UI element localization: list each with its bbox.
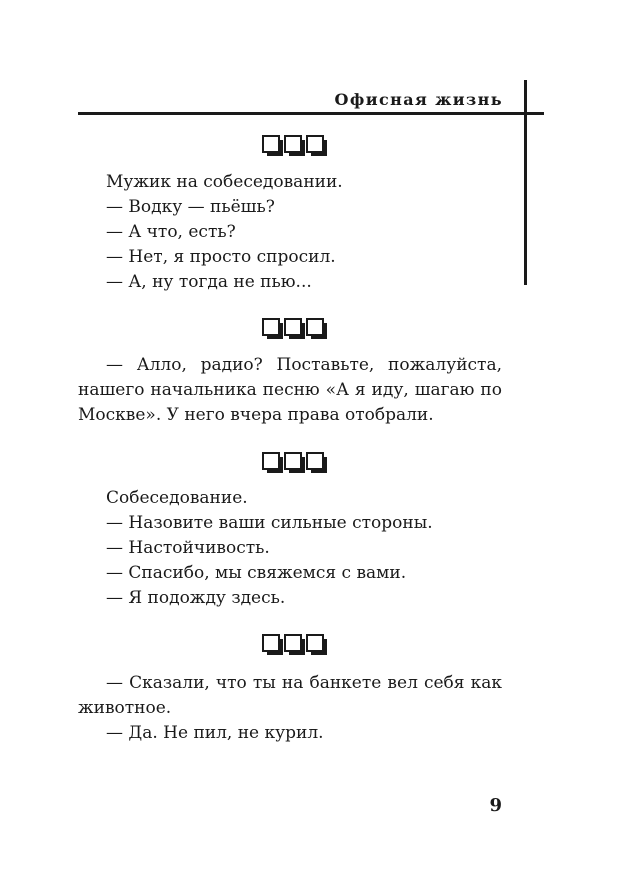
section-separator: [262, 452, 324, 470]
joke-line: нашего начальника песню «А я иду, шагаю по: [78, 380, 502, 400]
joke-line: — Назовите ваши сильные стороны.: [106, 513, 433, 533]
joke-line: — Нет, я просто спросил.: [106, 247, 336, 267]
section-separator: [262, 318, 324, 336]
square-ornament-icon: [262, 135, 280, 153]
section-separator: [262, 135, 324, 153]
joke-line: Собеседование.: [106, 488, 248, 508]
joke-line: — Сказали, что ты на банкете вел себя как: [106, 673, 502, 693]
joke-1: [106, 170, 502, 295]
square-ornament-icon: [306, 318, 324, 336]
square-ornament-icon: [284, 634, 302, 652]
running-header-title: Офисная жизнь: [334, 90, 503, 109]
joke-line: — Спасибо, мы свяжемся с вами.: [106, 563, 407, 583]
joke-line: — Алло, радио? Поставьте, пожалуйста,: [106, 355, 502, 375]
joke-line: Мужик на собеседовании.: [106, 172, 343, 192]
joke-line: — Я подожду здесь.: [106, 588, 286, 608]
joke-2: [78, 353, 502, 428]
joke-line: — А что, есть?: [106, 222, 236, 242]
joke-4: [78, 671, 502, 746]
square-ornament-icon: [262, 452, 280, 470]
header-horizontal-rule: [78, 112, 544, 115]
square-ornament-icon: [306, 452, 324, 470]
header-vertical-rule: [524, 80, 527, 285]
joke-line: — Водку — пьёшь?: [106, 197, 275, 217]
joke-line: животное.: [78, 698, 172, 718]
section-separator: [262, 634, 324, 652]
square-ornament-icon: [284, 135, 302, 153]
joke-line: Москве». У него вчера права отобрали.: [78, 405, 434, 425]
square-ornament-icon: [262, 318, 280, 336]
joke-line: — А, ну тогда не пью...: [106, 272, 312, 292]
joke-3: [106, 486, 502, 611]
square-ornament-icon: [284, 452, 302, 470]
joke-line: — Да. Не пил, не курил.: [106, 723, 324, 743]
square-ornament-icon: [284, 318, 302, 336]
square-ornament-icon: [262, 634, 280, 652]
square-ornament-icon: [306, 634, 324, 652]
page-number: 9: [489, 795, 502, 816]
square-ornament-icon: [306, 135, 324, 153]
joke-line: — Настойчивость.: [106, 538, 270, 558]
